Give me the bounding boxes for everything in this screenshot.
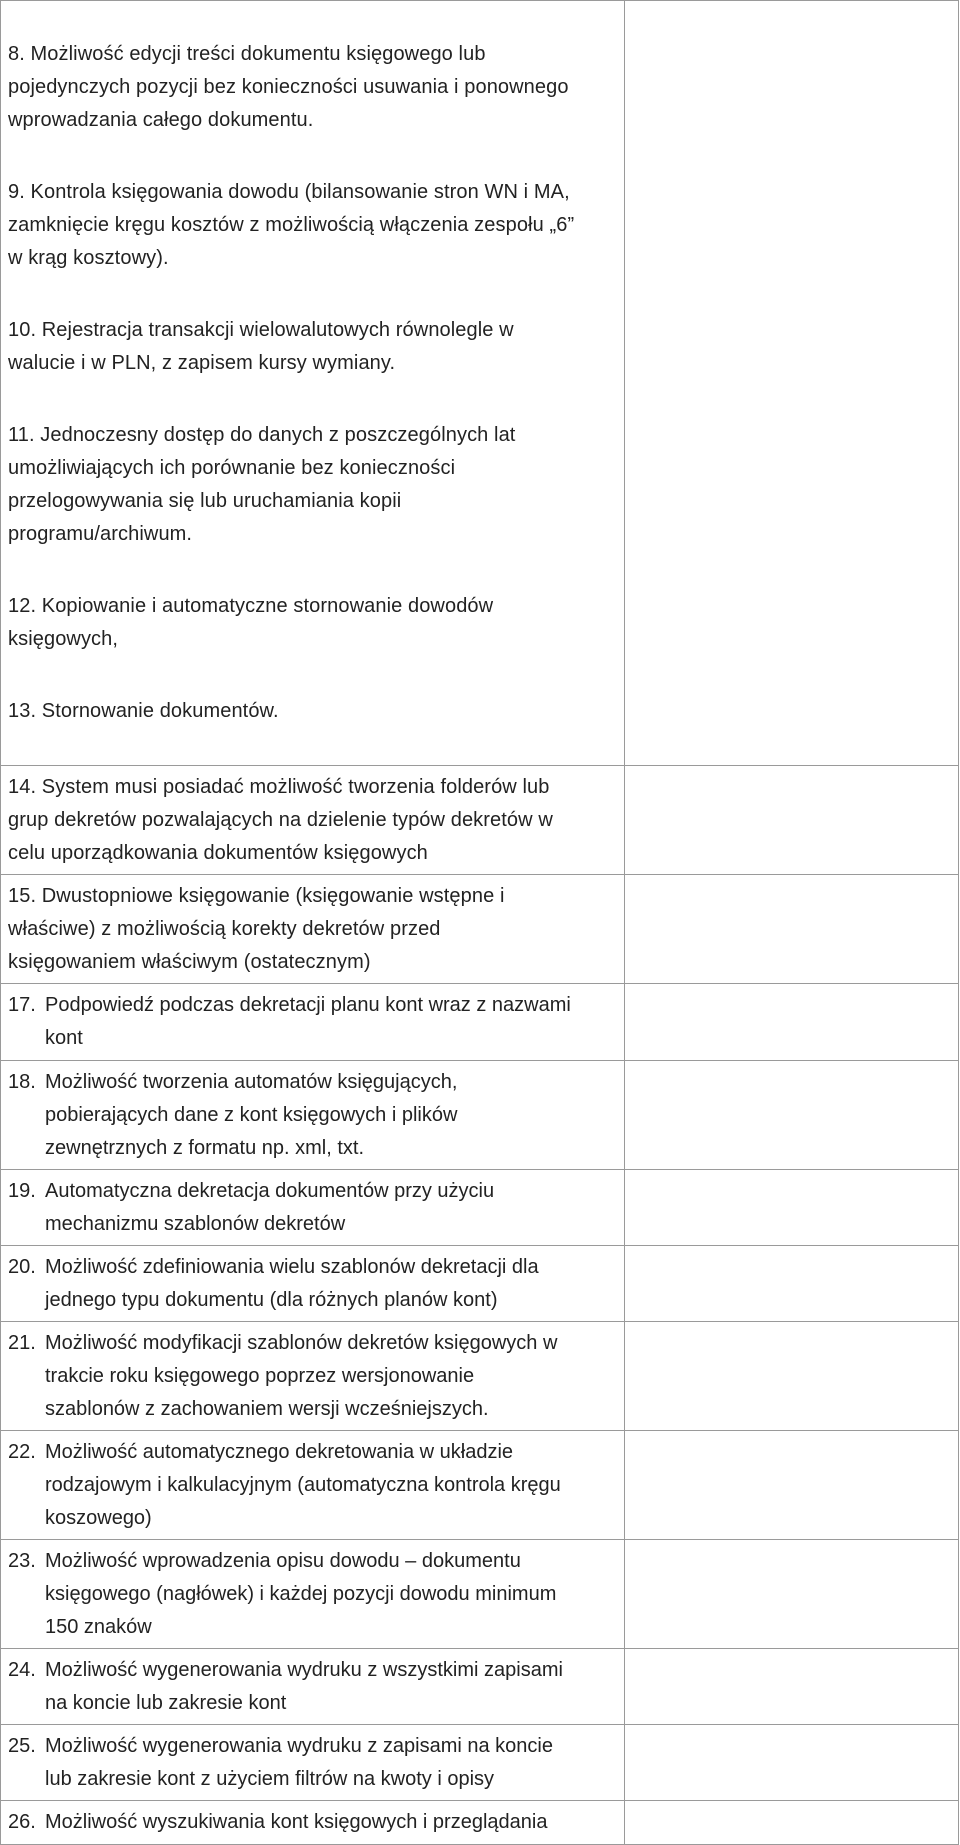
- response-cell[interactable]: [625, 1540, 959, 1649]
- response-cell[interactable]: [625, 1170, 959, 1246]
- item-text: Podpowiedź podczas dekretacji planu kont wraz z nazwami kont: [45, 994, 571, 1049]
- item-text: Możliwość wyszukiwania kont księgowych i przeglądania: [45, 1811, 548, 1833]
- requirement-cell: [1, 1801, 625, 1845]
- requirement-cell: [1, 1170, 625, 1246]
- response-cell[interactable]: [625, 984, 959, 1061]
- response-cell[interactable]: [625, 1725, 959, 1801]
- item-number: 21.: [8, 1332, 36, 1354]
- response-cell[interactable]: [625, 1801, 959, 1845]
- response-cell[interactable]: [625, 1322, 959, 1431]
- item-number: 19.: [8, 1180, 36, 1202]
- requirement-cell: [1, 1246, 625, 1322]
- requirement-12: 12. Kopiowanie i automatyczne stornowanie dowodów księgowych,: [8, 595, 494, 650]
- table-row: [1, 1431, 959, 1540]
- table-row: [1, 766, 959, 875]
- requirement-8: 8. Możliwość edycji treści dokumentu księgowego lub pojedynczych pozycji bez konieczności usuwania i ponownego wprowadzania całego dokumentu.: [8, 43, 569, 131]
- response-cell[interactable]: [625, 766, 959, 875]
- requirement-cell: [1, 1649, 625, 1725]
- item-number: 18.: [8, 1071, 36, 1093]
- requirement-cell: [1, 984, 625, 1061]
- table-row: [1, 1, 959, 766]
- table-row: [1, 1725, 959, 1801]
- response-cell[interactable]: [625, 1246, 959, 1322]
- table-row: [1, 1801, 959, 1845]
- item-number: 25.: [8, 1735, 36, 1757]
- item-number: 17.: [8, 994, 36, 1016]
- table-row: [1, 875, 959, 984]
- requirement-cell: [1, 1061, 625, 1170]
- table-row: [1, 984, 959, 1061]
- requirement-13: 13. Stornowanie dokumentów.: [8, 700, 279, 722]
- requirement-11: 11. Jednoczesny dostęp do danych z poszczególnych lat umożliwiających ich porównanie bez konieczności przelogowywania się lub uruchamiania kopii programu/archiwum.: [8, 424, 516, 545]
- requirement-cell: [1, 1725, 625, 1801]
- response-cell[interactable]: [625, 1649, 959, 1725]
- item-text: Możliwość tworzenia automatów księgujących, pobierających dane z kont księgowych i plików zewnętrznych z formatu np. xml, txt.: [45, 1071, 458, 1159]
- response-cell[interactable]: [625, 875, 959, 984]
- requirement-cell: [1, 875, 625, 984]
- item-number: 24.: [8, 1659, 36, 1681]
- requirement-14: 14. System musi posiadać możliwość tworzenia folderów lub grup dekretów pozwalających na dzielenie typów dekretów w celu uporządkowania dokumentów księgowych: [8, 776, 553, 864]
- table-row: [1, 1170, 959, 1246]
- item-text: Możliwość wygenerowania wydruku z wszystkimi zapisami na koncie lub zakresie kont: [45, 1659, 563, 1714]
- item-text: Możliwość wprowadzenia opisu dowodu – dokumentu księgowego (nagłówek) i każdej pozycji dowodu minimum 150 znaków: [45, 1550, 557, 1638]
- requirement-cell: [1, 1, 625, 766]
- requirement-cell: [1, 1431, 625, 1540]
- requirement-10: 10. Rejestracja transakcji wielowalutowych równolegle w walucie i w PLN, z zapisem kursy wymiany.: [8, 319, 514, 374]
- item-number: 26.: [8, 1811, 36, 1833]
- table-row: [1, 1322, 959, 1431]
- table-row: [1, 1540, 959, 1649]
- item-text: Automatyczna dekretacja dokumentów przy użyciu mechanizmu szablonów dekretów: [45, 1180, 495, 1235]
- requirement-cell: [1, 1322, 625, 1431]
- item-number: 23.: [8, 1550, 36, 1572]
- requirement-cell: [1, 1540, 625, 1649]
- table-row: [1, 1649, 959, 1725]
- item-text: Możliwość automatycznego dekretowania w układzie rodzajowym i kalkulacyjnym (automatyczna kontrola kręgu koszowego): [45, 1441, 561, 1529]
- table-row: [1, 1061, 959, 1170]
- item-number: 22.: [8, 1441, 36, 1463]
- requirement-9: 9. Kontrola księgowania dowodu (bilansowanie stron WN i MA, zamknięcie kręgu kosztów z możliwością włączenia zespołu „6” w krąg kosztowy).: [8, 181, 575, 269]
- response-cell[interactable]: [625, 1, 959, 766]
- item-text: Możliwość wygenerowania wydruku z zapisami na koncie lub zakresie kont z użyciem filtrów na kwoty i opisy: [45, 1735, 553, 1790]
- item-text: Możliwość zdefiniowania wielu szablonów dekretacji dla jednego typu dokumentu (dla różnych planów kont): [45, 1256, 539, 1311]
- response-cell[interactable]: [625, 1431, 959, 1540]
- requirement-cell: [1, 766, 625, 875]
- table-row: [1, 1246, 959, 1322]
- requirement-15: 15. Dwustopniowe księgowanie (księgowanie wstępne i właściwe) z możliwością korekty dekretów przed księgowaniem właściwym (ostatecznym): [8, 885, 505, 973]
- item-number: 20.: [8, 1256, 36, 1278]
- item-text: Możliwość modyfikacji szablonów dekretów księgowych w trakcie roku księgowego poprzez wersjonowanie szablonów z zachowaniem wersji wcześniejszych.: [45, 1332, 558, 1420]
- response-cell[interactable]: [625, 1061, 959, 1170]
